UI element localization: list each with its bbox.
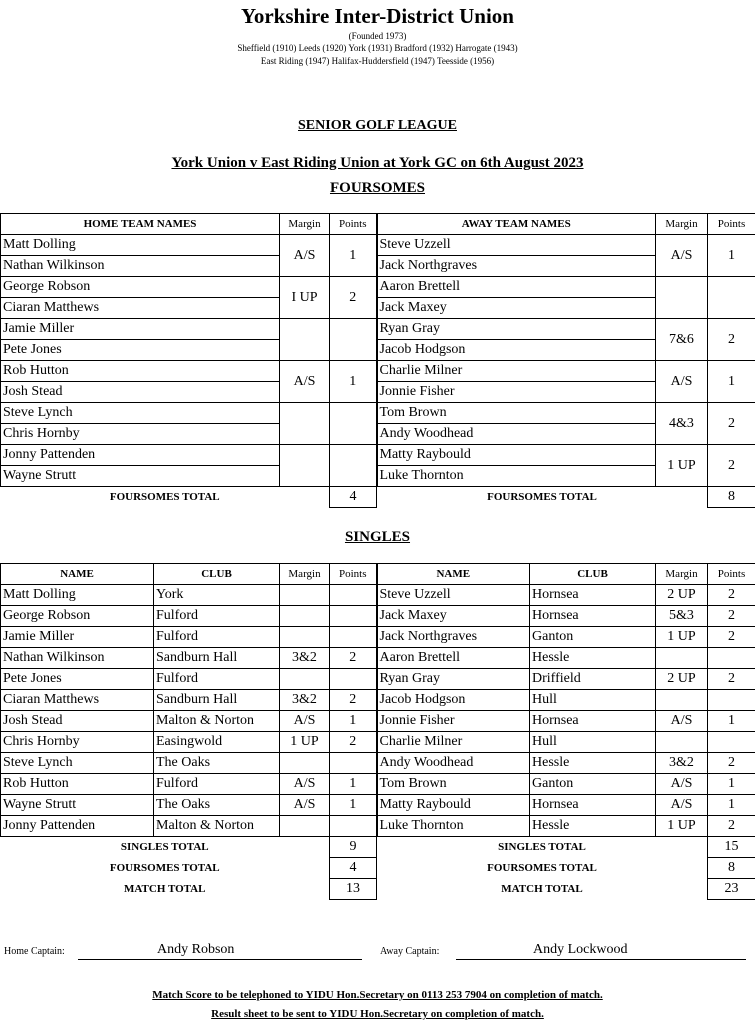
home-margin: A/S bbox=[280, 795, 330, 816]
foursomes-row bbox=[1, 382, 755, 403]
home-captain-label: Home Captain: bbox=[4, 946, 65, 957]
away-captain-label: Away Captain: bbox=[380, 946, 440, 957]
home-total-value: 13 bbox=[330, 879, 377, 900]
away-captain-name: Andy Lockwood bbox=[533, 942, 628, 957]
away-points bbox=[708, 690, 755, 711]
home-player-name: Jonny Pattenden bbox=[1, 816, 154, 837]
away-player-name: Andy Woodhead bbox=[377, 753, 530, 774]
home-margin: A/S bbox=[280, 774, 330, 795]
home-player-club: Sandburn Hall bbox=[154, 648, 280, 669]
home-player-name: Steve Lynch bbox=[1, 753, 154, 774]
home-player-club: Malton & Norton bbox=[154, 711, 280, 732]
home-player-name: Steve Lynch bbox=[1, 403, 280, 424]
margin-header: Margin bbox=[280, 564, 330, 585]
home-player-name: George Robson bbox=[1, 277, 280, 298]
home-margin bbox=[280, 585, 330, 606]
founded-note: (Founded 1973) bbox=[348, 31, 407, 41]
home-margin: 1 UP bbox=[280, 732, 330, 753]
away-points: 2 bbox=[708, 669, 755, 690]
away-club-header: CLUB bbox=[530, 564, 656, 585]
home-player-club: Sandburn Hall bbox=[154, 690, 280, 711]
home-margin: I UP bbox=[280, 277, 330, 319]
away-margin: A/S bbox=[656, 774, 708, 795]
away-points: 2 bbox=[708, 753, 755, 774]
home-player-name: Jamie Miller bbox=[1, 319, 280, 340]
margin-header: Margin bbox=[656, 564, 708, 585]
total-label: MATCH TOTAL bbox=[124, 883, 206, 895]
away-player-club: Hornsea bbox=[530, 795, 656, 816]
home-foursomes-total: 4 bbox=[330, 487, 377, 508]
away-margin: 1 UP bbox=[656, 627, 708, 648]
home-points: 2 bbox=[330, 648, 377, 669]
away-player-name: Tom Brown bbox=[377, 403, 656, 424]
away-points: 2 bbox=[708, 445, 755, 487]
home-player-name: Chris Hornby bbox=[1, 424, 280, 445]
home-points: 1 bbox=[330, 235, 377, 277]
away-points: 1 bbox=[708, 795, 755, 816]
singles-row bbox=[1, 648, 755, 669]
home-club-header: CLUB bbox=[154, 564, 280, 585]
away-player-name: Jacob Hodgson bbox=[377, 340, 656, 361]
foursomes-row bbox=[1, 403, 755, 424]
singles-row bbox=[1, 585, 755, 606]
away-player-club: Hessle bbox=[530, 648, 656, 669]
home-margin bbox=[280, 445, 330, 487]
away-player-club: Hull bbox=[530, 732, 656, 753]
away-player-name: Tom Brown bbox=[377, 774, 530, 795]
home-margin: A/S bbox=[280, 235, 330, 277]
home-points bbox=[330, 816, 377, 837]
singles-row bbox=[1, 690, 755, 711]
home-margin: A/S bbox=[280, 711, 330, 732]
home-margin bbox=[280, 606, 330, 627]
away-player-name: Luke Thornton bbox=[377, 466, 656, 487]
away-points: 1 bbox=[708, 774, 755, 795]
points-header: Points bbox=[330, 214, 377, 235]
away-total-value: 15 bbox=[708, 837, 755, 858]
singles-row bbox=[1, 627, 755, 648]
singles-row bbox=[1, 816, 755, 837]
home-player-club: Easingwold bbox=[154, 732, 280, 753]
home-points bbox=[330, 606, 377, 627]
home-player-name: Nathan Wilkinson bbox=[1, 256, 280, 277]
away-margin: 5&3 bbox=[656, 606, 708, 627]
home-points bbox=[330, 669, 377, 690]
home-total-value: 9 bbox=[330, 837, 377, 858]
home-player-name: Pete Jones bbox=[1, 340, 280, 361]
away-margin: 3&2 bbox=[656, 753, 708, 774]
away-points bbox=[708, 648, 755, 669]
away-player-name: Charlie Milner bbox=[377, 732, 530, 753]
home-player-name: Ciaran Matthews bbox=[1, 298, 280, 319]
away-captain-line bbox=[456, 959, 746, 960]
margin-header: Margin bbox=[280, 214, 330, 235]
footer-phone-note: Match Score to be telephoned to YIDU Hon.Secretary on 0113 253 7904 on completion of match. bbox=[152, 989, 603, 1001]
foursomes-row bbox=[1, 235, 755, 256]
foursomes-row bbox=[1, 445, 755, 466]
home-points bbox=[330, 753, 377, 774]
home-player-name: Jonny Pattenden bbox=[1, 445, 280, 466]
away-player-name: Jack Northgraves bbox=[377, 627, 530, 648]
foursomes-row bbox=[1, 298, 755, 319]
home-player-name: Rob Hutton bbox=[1, 361, 280, 382]
away-points: 1 bbox=[708, 235, 755, 277]
singles-row bbox=[1, 711, 755, 732]
away-player-club: Hull bbox=[530, 690, 656, 711]
away-margin: 1 UP bbox=[656, 816, 708, 837]
home-points: 2 bbox=[330, 732, 377, 753]
away-player-club: Hornsea bbox=[530, 606, 656, 627]
away-points bbox=[708, 277, 755, 319]
totals-row bbox=[1, 858, 755, 879]
home-player-name: Wayne Strutt bbox=[1, 795, 154, 816]
away-margin bbox=[656, 732, 708, 753]
foursomes-table bbox=[0, 213, 755, 508]
home-player-name: Nathan Wilkinson bbox=[1, 648, 154, 669]
away-points: 2 bbox=[708, 627, 755, 648]
away-margin bbox=[656, 648, 708, 669]
away-player-name: Jonnie Fisher bbox=[377, 711, 530, 732]
singles-row bbox=[1, 669, 755, 690]
total-label: MATCH TOTAL bbox=[501, 883, 583, 895]
home-player-name: Jamie Miller bbox=[1, 627, 154, 648]
away-margin: A/S bbox=[656, 361, 708, 403]
away-points: 2 bbox=[708, 606, 755, 627]
home-margin bbox=[280, 816, 330, 837]
total-label: SINGLES TOTAL bbox=[120, 841, 209, 854]
away-margin bbox=[656, 277, 708, 319]
home-player-name: Rob Hutton bbox=[1, 774, 154, 795]
away-player-club: Ganton bbox=[530, 774, 656, 795]
away-points: 2 bbox=[708, 403, 755, 445]
home-player-name: Chris Hornby bbox=[1, 732, 154, 753]
away-player-club: Hessle bbox=[530, 816, 656, 837]
away-player-name: Aaron Brettell bbox=[377, 648, 530, 669]
away-margin: 2 UP bbox=[656, 669, 708, 690]
away-name-header: NAME bbox=[377, 564, 530, 585]
away-player-name: Aaron Brettell bbox=[377, 277, 656, 298]
home-margin: A/S bbox=[280, 361, 330, 403]
away-points bbox=[708, 732, 755, 753]
home-player-name: Josh Stead bbox=[1, 711, 154, 732]
away-player-club: Hornsea bbox=[530, 585, 656, 606]
margin-header: Margin bbox=[656, 214, 708, 235]
singles-row bbox=[1, 795, 755, 816]
home-margin: 3&2 bbox=[280, 648, 330, 669]
home-margin bbox=[280, 627, 330, 648]
singles-row bbox=[1, 753, 755, 774]
home-player-club: Malton & Norton bbox=[154, 816, 280, 837]
home-player-club: The Oaks bbox=[154, 795, 280, 816]
home-points bbox=[330, 403, 377, 445]
home-margin bbox=[280, 753, 330, 774]
home-points: 2 bbox=[330, 277, 377, 319]
home-margin bbox=[280, 669, 330, 690]
away-total-value: 8 bbox=[708, 858, 755, 879]
away-points: 2 bbox=[708, 816, 755, 837]
foursomes-row bbox=[1, 319, 755, 340]
away-player-name: Jack Maxey bbox=[377, 606, 530, 627]
home-captain-name: Andy Robson bbox=[157, 942, 235, 957]
match-title: York Union v East Riding Union at York GC on 6th August 2023 bbox=[171, 155, 584, 171]
home-player-name: Ciaran Matthews bbox=[1, 690, 154, 711]
total-label: FOURSOMES TOTAL bbox=[109, 862, 220, 874]
home-points bbox=[330, 627, 377, 648]
foursomes-total-label: FOURSOMES TOTAL bbox=[109, 491, 220, 504]
home-points bbox=[330, 445, 377, 487]
away-player-name: Steve Uzzell bbox=[377, 585, 530, 606]
home-points: 1 bbox=[330, 795, 377, 816]
foursomes-row bbox=[1, 256, 755, 277]
foursomes-total-label: FOURSOMES TOTAL bbox=[487, 491, 597, 504]
away-margin: 1 UP bbox=[656, 445, 708, 487]
home-player-name: Josh Stead bbox=[1, 382, 280, 403]
foursomes-row bbox=[1, 424, 755, 445]
away-player-club: Ganton bbox=[530, 627, 656, 648]
home-player-club: Fulford bbox=[154, 774, 280, 795]
foursomes-row bbox=[1, 361, 755, 382]
away-margin: A/S bbox=[656, 711, 708, 732]
home-player-club: Fulford bbox=[154, 669, 280, 690]
away-player-name: Andy Woodhead bbox=[377, 424, 656, 445]
points-header: Points bbox=[708, 214, 755, 235]
away-player-name: Jack Maxey bbox=[377, 298, 656, 319]
league-title: SENIOR GOLF LEAGUE bbox=[298, 118, 457, 133]
home-margin bbox=[280, 319, 330, 361]
home-points: 1 bbox=[330, 774, 377, 795]
away-player-name: Matty Raybould bbox=[377, 795, 530, 816]
home-total-value: 4 bbox=[330, 858, 377, 879]
districts-line-2: East Riding (1947) Halifax-Huddersfield (1947) Teesside (1956) bbox=[260, 56, 495, 66]
singles-row bbox=[1, 606, 755, 627]
home-player-club: Fulford bbox=[154, 627, 280, 648]
home-points: 2 bbox=[330, 690, 377, 711]
foursomes-row bbox=[1, 340, 755, 361]
home-team-names-header: HOME TEAM NAMES bbox=[1, 214, 280, 235]
home-player-club: Fulford bbox=[154, 606, 280, 627]
away-player-name: Ryan Gray bbox=[377, 319, 656, 340]
home-points: 1 bbox=[330, 361, 377, 403]
singles-table bbox=[0, 563, 755, 900]
away-margin: 4&3 bbox=[656, 403, 708, 445]
away-margin: A/S bbox=[656, 795, 708, 816]
total-label: FOURSOMES TOTAL bbox=[487, 862, 597, 874]
away-player-club: Driffield bbox=[530, 669, 656, 690]
foursomes-header-row bbox=[1, 214, 755, 235]
foursomes-row bbox=[1, 277, 755, 298]
away-team-names-header: AWAY TEAM NAMES bbox=[377, 214, 656, 235]
away-player-club: Hornsea bbox=[530, 711, 656, 732]
home-margin: 3&2 bbox=[280, 690, 330, 711]
home-points bbox=[330, 319, 377, 361]
home-points bbox=[330, 585, 377, 606]
home-player-name: Matt Dolling bbox=[1, 235, 280, 256]
away-player-name: Jacob Hodgson bbox=[377, 690, 530, 711]
away-margin: 7&6 bbox=[656, 319, 708, 361]
home-player-club: The Oaks bbox=[154, 753, 280, 774]
away-points: 2 bbox=[708, 319, 755, 361]
home-player-name: Pete Jones bbox=[1, 669, 154, 690]
home-margin bbox=[280, 403, 330, 445]
away-player-name: Matty Raybould bbox=[377, 445, 656, 466]
away-points: 1 bbox=[708, 711, 755, 732]
totals-row bbox=[1, 879, 755, 900]
home-name-header: NAME bbox=[1, 564, 154, 585]
home-player-club: York bbox=[154, 585, 280, 606]
foursomes-row bbox=[1, 466, 755, 487]
home-player-name: Matt Dolling bbox=[1, 585, 154, 606]
home-captain-line bbox=[78, 959, 362, 960]
singles-row bbox=[1, 774, 755, 795]
totals-row bbox=[1, 837, 755, 858]
away-margin bbox=[656, 690, 708, 711]
away-points: 1 bbox=[708, 361, 755, 403]
document-title: Yorkshire Inter-District Union bbox=[241, 4, 514, 28]
away-player-name: Steve Uzzell bbox=[377, 235, 656, 256]
foursomes-total-row bbox=[1, 487, 755, 508]
away-total-value: 23 bbox=[708, 879, 755, 900]
away-margin: A/S bbox=[656, 235, 708, 277]
foursomes-title: FOURSOMES bbox=[329, 180, 425, 196]
home-points: 1 bbox=[330, 711, 377, 732]
away-player-name: Jack Northgraves bbox=[377, 256, 656, 277]
away-player-name: Jonnie Fisher bbox=[377, 382, 656, 403]
away-player-name: Luke Thornton bbox=[377, 816, 530, 837]
singles-row bbox=[1, 732, 755, 753]
home-player-name: George Robson bbox=[1, 606, 154, 627]
home-player-name: Wayne Strutt bbox=[1, 466, 280, 487]
away-margin: 2 UP bbox=[656, 585, 708, 606]
districts-line-1: Sheffield (1910) Leeds (1920) York (1931) Bradford (1932) Harrogate (1943) bbox=[237, 43, 518, 53]
away-player-name: Ryan Gray bbox=[377, 669, 530, 690]
away-foursomes-total: 8 bbox=[708, 487, 755, 508]
footer-send-note: Result sheet to be sent to YIDU Hon.Secretary on completion of match. bbox=[211, 1008, 544, 1020]
points-header: Points bbox=[708, 564, 755, 585]
points-header: Points bbox=[330, 564, 377, 585]
away-player-club: Hessle bbox=[530, 753, 656, 774]
singles-title: SINGLES bbox=[344, 529, 411, 545]
away-player-name: Charlie Milner bbox=[377, 361, 656, 382]
total-label: SINGLES TOTAL bbox=[498, 841, 586, 854]
away-points: 2 bbox=[708, 585, 755, 606]
singles-header-row bbox=[1, 564, 755, 585]
